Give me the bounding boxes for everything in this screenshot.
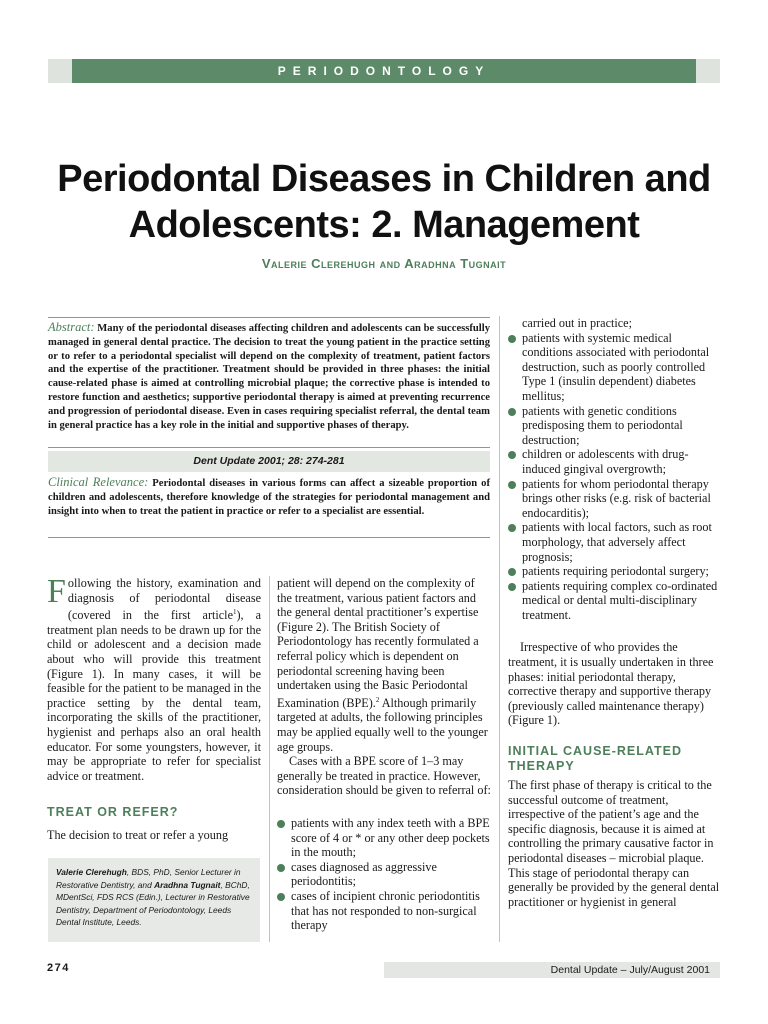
initial-therapy-paragraph: The first phase of therapy is critical to the successful outcome of treatment, irrespective of the patient’s age and the specific diagnosis, because it is aimed at controlling the primary causative factor in periodontal diseases – microbial plaque. This stage of periodontal therapy can generally be provided by the general dental practitioner or hygienist in general xyxy=(508,778,720,909)
intro-text-a: ollowing the history, examination and diagnosis of periodontal disease (covered in the first article xyxy=(67,576,261,623)
clinical-relevance-label: Clinical Relevance: xyxy=(48,475,149,489)
bpe-paragraph: Cases with a BPE score of 1–3 may generally be treated in practice. However, consideration should be given to referral of: xyxy=(277,754,491,798)
author-name-2: Aradhna Tugnait xyxy=(154,879,221,890)
phases-paragraph: Irrespective of who provides the treatment, it is usually undertaken in three phases: initial periodontal therapy, corrective therapy and supportive therapy (previously called maintenance therapy) (Figure 1). xyxy=(508,640,714,728)
column-2 xyxy=(277,576,491,933)
referral-paragraph xyxy=(277,576,491,754)
list-item: children or adolescents with drug-induced gingival overgrowth; xyxy=(508,447,721,476)
column-1 xyxy=(47,573,261,843)
author-credentials-2: , BChD, MDentSci, FDS RCS (Edin.), Lecturer in Restorative Dentistry, Department of Periodontology, Leeds Dental Institute, Leeds. xyxy=(56,879,250,928)
article-title-line2: Adolescents: 2. Management xyxy=(128,204,640,246)
footnote-ref-2: 2 xyxy=(375,695,380,704)
column-3 xyxy=(508,316,721,909)
abstract xyxy=(48,321,490,432)
section-header: PERIODONTOLOGY xyxy=(72,59,696,83)
article-title-line1: Periodontal Diseases in Children and xyxy=(57,158,711,200)
abstract-bottom-rule xyxy=(48,447,490,448)
referral-criteria-list xyxy=(277,816,491,933)
list-item: patients with local factors, such as root morphology, that adversely affect prognosis; xyxy=(508,520,721,564)
heading-initial-therapy: INITIAL CAUSE-RELATED THERAPY xyxy=(508,744,683,774)
list-item: patients for whom periodontal therapy brings other risks (e.g. risk of bacterial endocarditis); xyxy=(508,477,721,521)
column-divider-2 xyxy=(499,316,500,942)
page-number: 274 xyxy=(47,962,70,974)
journal-footer: Dental Update – July/August 2001 xyxy=(384,962,720,978)
list-item: cases diagnosed as aggressive periodontitis; xyxy=(277,860,491,889)
list-item: patients requiring periodontal surgery; xyxy=(508,564,721,579)
abstract-top-rule xyxy=(48,317,490,318)
clinical-bottom-rule xyxy=(48,537,490,538)
list-item: cases of incipient chronic periodontitis that has not responded to non-surgical therapy xyxy=(277,889,491,933)
list-continuation: carried out in practice; xyxy=(522,316,632,330)
footnote-ref-1: 1 xyxy=(232,608,237,617)
abstract-text: Many of the periodontal diseases affecting children and adolescents can be successfully managed in general dental practice. The decision to treat the young patient in the practice setting or to refer to a periodontal specialist will depend on the complexity of treatment, patient factors and the expertise of the practitioner. Treatment should be provided in three phases: the initial cause-related phase is aimed at controlling microbial plaque; the corrective phase is intended to restore function and aesthetics; supportive periodontal therapy is aimed at preventing recurrence and progression of periodontal disease. Even in cases requiring specialist referral, the dental team in general practice has a key role in the initial and supportive phases of therapy. xyxy=(48,323,490,431)
intro-text-b: ), a treatment plan needs to be drawn up for the child or adolescent and a decision made about who will provide this treatment (Figure 1). In many cases, it will be feasible for the patient to be managed in the practice setting by the dental team, incorporating the skills of the practitioner, hygienist and perhaps also an oral health educator. For some youngsters, however, it may be appropriate to refer for specialist advice or treatment. xyxy=(47,608,261,783)
drop-cap: F xyxy=(47,573,66,610)
clinical-relevance xyxy=(48,476,490,518)
list-item: patients with any index teeth with a BPE score of 4 or * or any other deep pockets in the mouth; xyxy=(277,816,491,860)
clinical-relevance-text: Periodontal diseases in various forms can affect a sizeable proportion of children and adolescents, therefore knowledge of the strategies for periodontal management and insight into when to treat the patient in practice or refer to a specialist are essential. xyxy=(48,478,490,517)
header-band-left xyxy=(48,59,72,83)
list-item: patients with systemic medical conditions associated with periodontal destruction, such as poorly controlled Type 1 (insulin dependent) diabetes mellitus; xyxy=(508,331,721,404)
header-band-right xyxy=(696,59,720,83)
article-authors: Valerie Clerehugh and Aradhna Tugnait xyxy=(261,256,507,271)
article-title xyxy=(40,156,728,248)
abstract-label: Abstract: xyxy=(48,320,95,334)
list-item: patients requiring complex co-ordinated medical or dental multi-disciplinary treatment. xyxy=(508,579,721,623)
author-credentials-1: , BDS, PhD, Senior Lecturer in Restorative Dentistry, and xyxy=(56,867,241,890)
referral-text-b: Although primarily targeted at adults, the following principles may be applied equally well to the younger age groups. xyxy=(277,695,488,754)
heading-treat-or-refer: TREAT OR REFER? xyxy=(47,805,179,820)
list-item: patients with genetic conditions predisposing them to periodontal destruction; xyxy=(508,404,721,448)
citation: Dent Update 2001; 28: 274-281 xyxy=(48,451,490,472)
author-affiliation-box xyxy=(48,858,260,942)
author-name-1: Valerie Clerehugh xyxy=(56,867,127,877)
referral-text-a: patient will depend on the complexity of the treatment, various patient factors and the general dental practitioner’s expertise (Figure 2). The British Society of Periodontology has recently formulated a referral policy which is dependent on periodontal screening having been undertaken using the Basic Periodontal Examination (BPE). xyxy=(277,576,479,710)
treat-or-refer-paragraph: The decision to treat or refer a young xyxy=(47,828,229,843)
referral-criteria-list-cont xyxy=(508,331,721,623)
intro-paragraph xyxy=(47,573,261,783)
column-divider-1 xyxy=(269,576,270,942)
